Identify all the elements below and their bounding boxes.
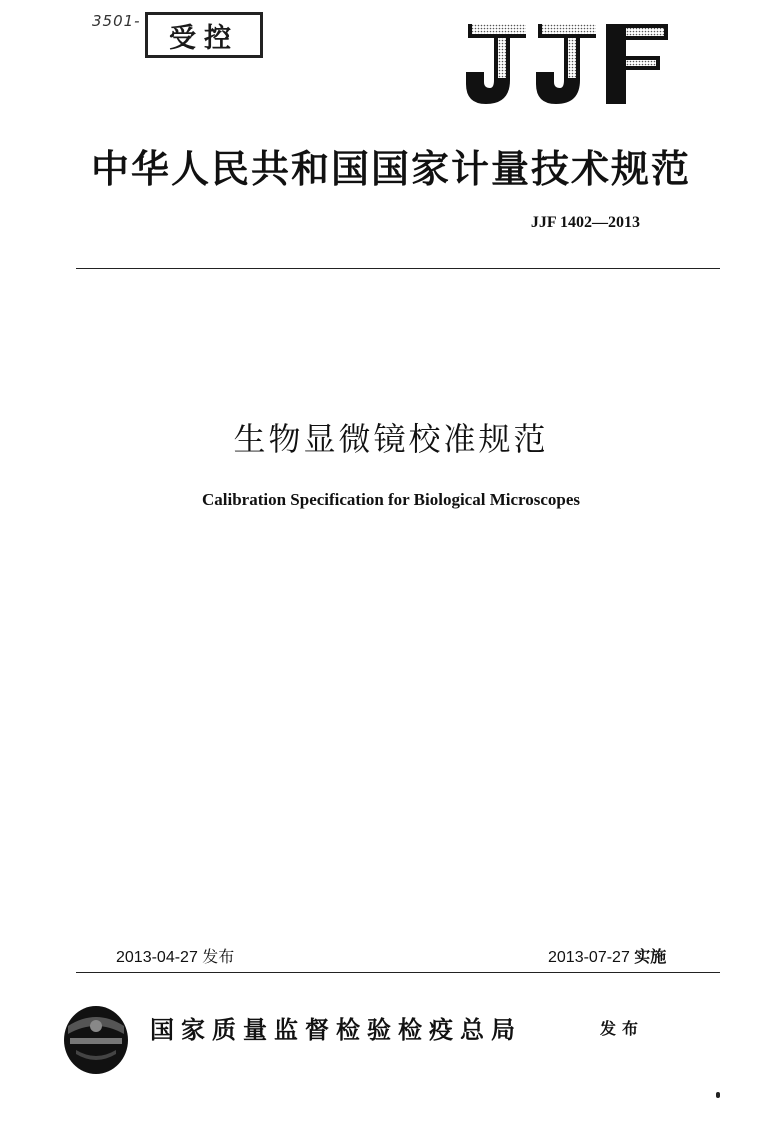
- standard-code: JJF 1402—2013: [530, 214, 640, 231]
- document-title-cn: 生物显微镜校准规范: [233, 420, 549, 458]
- issue-date-label: 发布: [202, 949, 235, 966]
- issuing-authority: 国家质量监督检验检疫总局: [150, 1015, 522, 1044]
- aqsiq-emblem-icon: [62, 1004, 130, 1076]
- bottom-divider: [76, 972, 720, 973]
- implementation-date-label: 实施: [634, 949, 667, 966]
- handwritten-note: 3501-: [92, 12, 141, 30]
- jjf-logo: [462, 18, 672, 110]
- implementation-date-value: 2013-07-27: [548, 949, 630, 966]
- issuing-label: 发布: [600, 1019, 645, 1038]
- top-divider: [76, 268, 720, 269]
- stamp-text: 受控: [169, 22, 239, 54]
- controlled-stamp: [145, 12, 263, 58]
- national-spec-title: 中华人民共和国国家计量技术规范: [90, 146, 691, 191]
- implementation-date: [548, 944, 666, 967]
- issue-date-value: 2013-04-27: [116, 949, 198, 966]
- document-title-en: Calibration Specification for Biological Microscopes: [201, 490, 581, 509]
- issue-date: [116, 944, 234, 967]
- scan-mark: [716, 1092, 720, 1098]
